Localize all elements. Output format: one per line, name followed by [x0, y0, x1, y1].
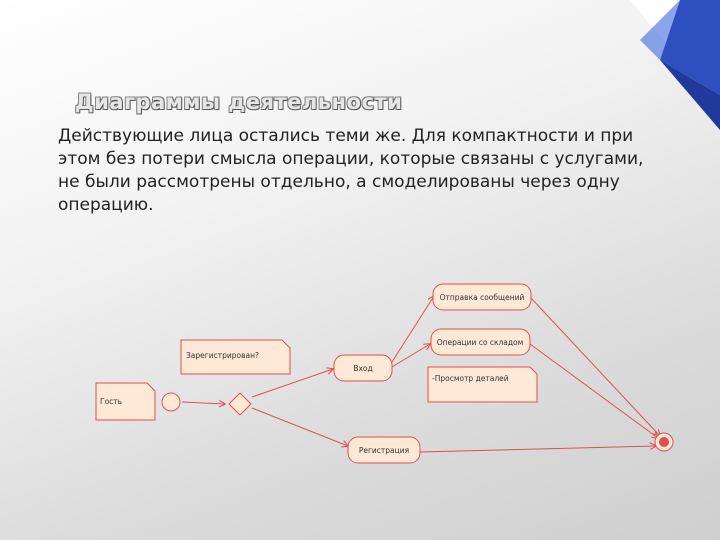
activity-register [348, 437, 420, 463]
final-node [655, 433, 673, 451]
decision-node [229, 393, 251, 415]
activity-send-messages-label: Отправка сообщений [439, 293, 525, 302]
activity-register-label: Регистрация [358, 446, 410, 455]
note-view-details [428, 367, 537, 402]
activity-warehouse [431, 329, 530, 355]
slide-body-text: Действующие лица остались теми же. Для компактности и при этом без потери смысла операции, которые связаны с услугами, не были рассмотрены отдельно, а смоделированы через одну операцию. [58, 126, 644, 215]
note-registered [181, 340, 290, 374]
activity-send-messages [433, 284, 531, 310]
activity-warehouse-label: Операции со складом [436, 338, 524, 347]
note-registered-label: Зарегистрирован? [186, 351, 259, 360]
slide-title: Диаграммы деятельности [75, 90, 403, 114]
note-guest-label: Гость [100, 397, 123, 406]
note-guest [96, 383, 155, 420]
activity-login [334, 355, 392, 381]
activity-login-label: Вход [353, 364, 373, 373]
initial-node [162, 393, 180, 411]
note-view-details-label: -Просмотр деталей [432, 374, 509, 383]
